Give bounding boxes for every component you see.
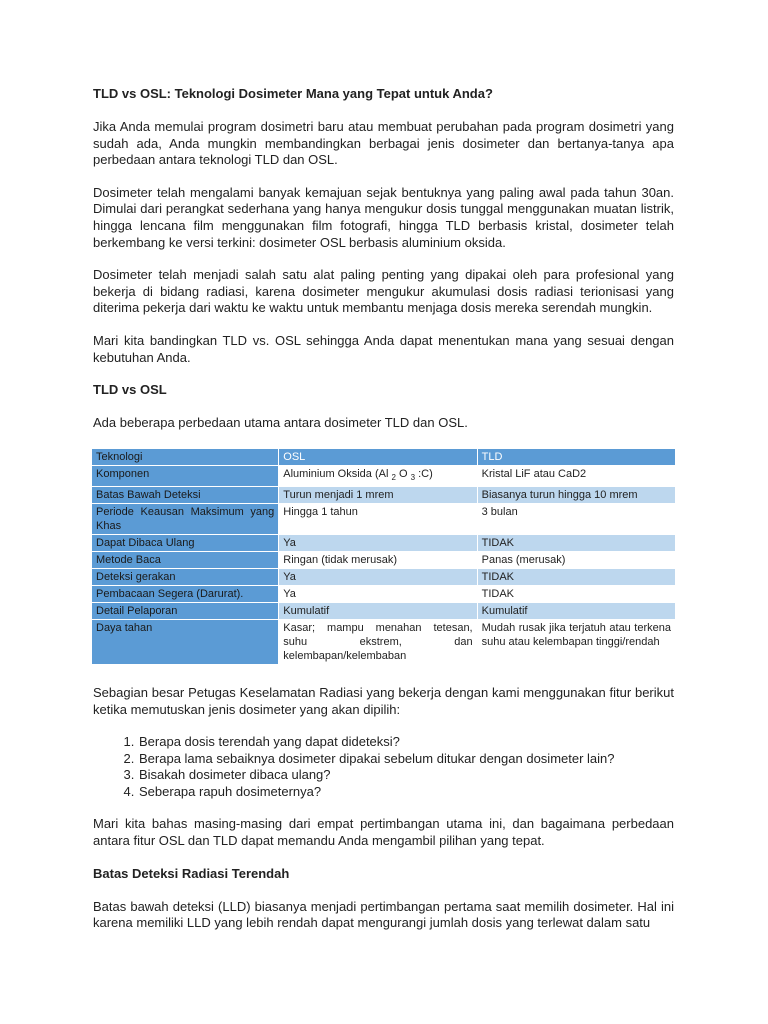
list-item: 4. Seberapa rapuh dosimeternya? [138, 784, 674, 801]
table-row-label: Batas Bawah Deteksi [92, 486, 279, 503]
table-row [92, 534, 676, 551]
table-header-row [92, 448, 676, 465]
paragraph-lld: Batas bawah deteksi (LLD) biasanya menjadi pertimbangan pertama saat memilih dosimeter. Hal ini karena memiliki LLD yang lebih rendah dapat mengurangi jumlah dosis yang terlewat dalam satu [93, 898, 674, 931]
table-cell-tld: TIDAK [477, 585, 675, 602]
paragraph-intro: Jika Anda memulai program dosimetri baru atau membuat perubahan pada program dosimetri yang sudah ada, Anda mungkin membandingkan berbagai jenis dosimeter dan bertanya-tanya apa perbedaan antara teknologi TLD dan OSL. [93, 119, 674, 168]
table-cell-osl: Hingga 1 tahun [279, 503, 477, 534]
table-cell-osl: Ringan (tidak merusak) [279, 551, 477, 568]
table-header-cell: Teknologi [92, 448, 279, 465]
komponen-osl-sub1: 2 [391, 472, 396, 482]
paragraph-discussion: Mari kita bahas masing-masing dari empat pertimbangan utama ini, dan bagaimana perbedaan antara fitur OSL dan TLD dapat memandu Anda mengambil pilihan yang tepat. [93, 816, 674, 849]
table-cell-tld: Mudah rusak jika terjatuh atau terkena suhu atau kelembapan tinggi/rendah [477, 619, 675, 664]
paragraph-differences: Ada beberapa perbedaan utama antara dosimeter TLD dan OSL. [93, 415, 468, 431]
table-row [92, 585, 676, 602]
list-item: 1. Berapa dosis terendah yang dapat dideteksi? [138, 734, 674, 751]
table-cell-osl: Turun menjadi 1 mrem [279, 486, 477, 503]
table-cell-tld: Kumulatif [477, 602, 675, 619]
table-cell-osl: Ya [279, 585, 477, 602]
table-cell-tld: Biasanya turun hingga 10 mrem [477, 486, 675, 503]
table-row-label: Metode Baca [92, 551, 279, 568]
table-row [92, 619, 676, 664]
section-heading-lowest-detection: Batas Deteksi Radiasi Terendah [93, 865, 290, 881]
paragraph-history: Dosimeter telah mengalami banyak kemajuan sejak bentuknya yang paling awal pada tahun 30an. Dimulai dari perangkat sederhana yang hanya mengukur dosis tunggal menggunakan muatan listrik, hingga lencana film menggunakan film fotografi, hingga TLD berbasis kristal, dosimeter telah berkembang ke versi terkini: dosimeter OSL berbasis aluminium oksida. [93, 184, 674, 250]
table-row [92, 465, 676, 486]
paragraph-rso-features: Sebagian besar Petugas Keselamatan Radiasi yang bekerja dengan kami menggunakan fitur berikut ketika memutuskan jenis dosimeter yang akan dipilih: [93, 684, 674, 717]
list-item: 3. Bisakah dosimeter dibaca ulang? [138, 767, 674, 784]
comparison-table [91, 448, 676, 665]
table-cell-tld: TIDAK [477, 568, 675, 585]
table-cell-tld: TIDAK [477, 534, 675, 551]
table-row-label: Daya tahan [92, 619, 279, 664]
table-header-cell: OSL [279, 448, 477, 465]
table-row-label: Deteksi gerakan [92, 568, 279, 585]
paragraph-importance: Dosimeter telah menjadi salah satu alat paling penting yang dipakai oleh para profesional yang bekerja di bidang radiasi, karena dosimeter mengukur akumulasi dosis radiasi terionisasi yang diterima pekerja dari waktu ke waktu untuk membantu menjaga dosis mereka serendah mungkin. [93, 267, 674, 316]
table-row-label: Periode Keausan Maksimum yang Khas [92, 503, 279, 534]
komponen-osl-sub2: 3 [410, 472, 416, 482]
table-row-label: Detail Pelaporan [92, 602, 279, 619]
document-title: TLD vs OSL: Teknologi Dosimeter Mana yang Tepat untuk Anda? [93, 86, 493, 101]
table-row-label: Komponen [92, 465, 279, 486]
table-row [92, 551, 676, 568]
table-row-label: Pembacaan Segera (Darurat). [92, 585, 279, 602]
table-header-cell: TLD [477, 448, 675, 465]
table-cell-tld: Kristal LiF atau CaD2 [477, 465, 675, 486]
paragraph-compare: Mari kita bandingkan TLD vs. OSL sehingga Anda dapat menentukan mana yang sesuai dengan kebutuhan Anda. [93, 332, 674, 365]
table-cell-osl: Ya [279, 568, 477, 585]
table-cell-osl: Kumulatif [279, 602, 477, 619]
list-item: 2. Berapa lama sebaiknya dosimeter dipakai sebelum ditukar dengan dosimeter lain? [138, 751, 674, 768]
considerations-list [93, 734, 674, 800]
table-row [92, 602, 676, 619]
table-cell-osl: Ya [279, 534, 477, 551]
komponen-osl-mid: O [395, 467, 411, 480]
table-cell-tld: Panas (merusak) [477, 551, 675, 568]
table-row [92, 486, 676, 503]
section-heading-tld-vs-osl: TLD vs OSL [93, 382, 167, 398]
table-row-label: Dapat Dibaca Ulang [92, 534, 279, 551]
table-row [92, 568, 676, 585]
komponen-osl-suffix: :C) [415, 467, 433, 480]
table-cell-osl [279, 465, 477, 486]
table-cell-osl: Kasar; mampu menahan tetesan, suhu ekstrem, dan kelembapan/kelembaban [279, 619, 477, 664]
table-cell-tld: 3 bulan [477, 503, 675, 534]
komponen-osl-prefix: Aluminium Oksida (Al [283, 467, 392, 480]
table-row [92, 503, 676, 534]
